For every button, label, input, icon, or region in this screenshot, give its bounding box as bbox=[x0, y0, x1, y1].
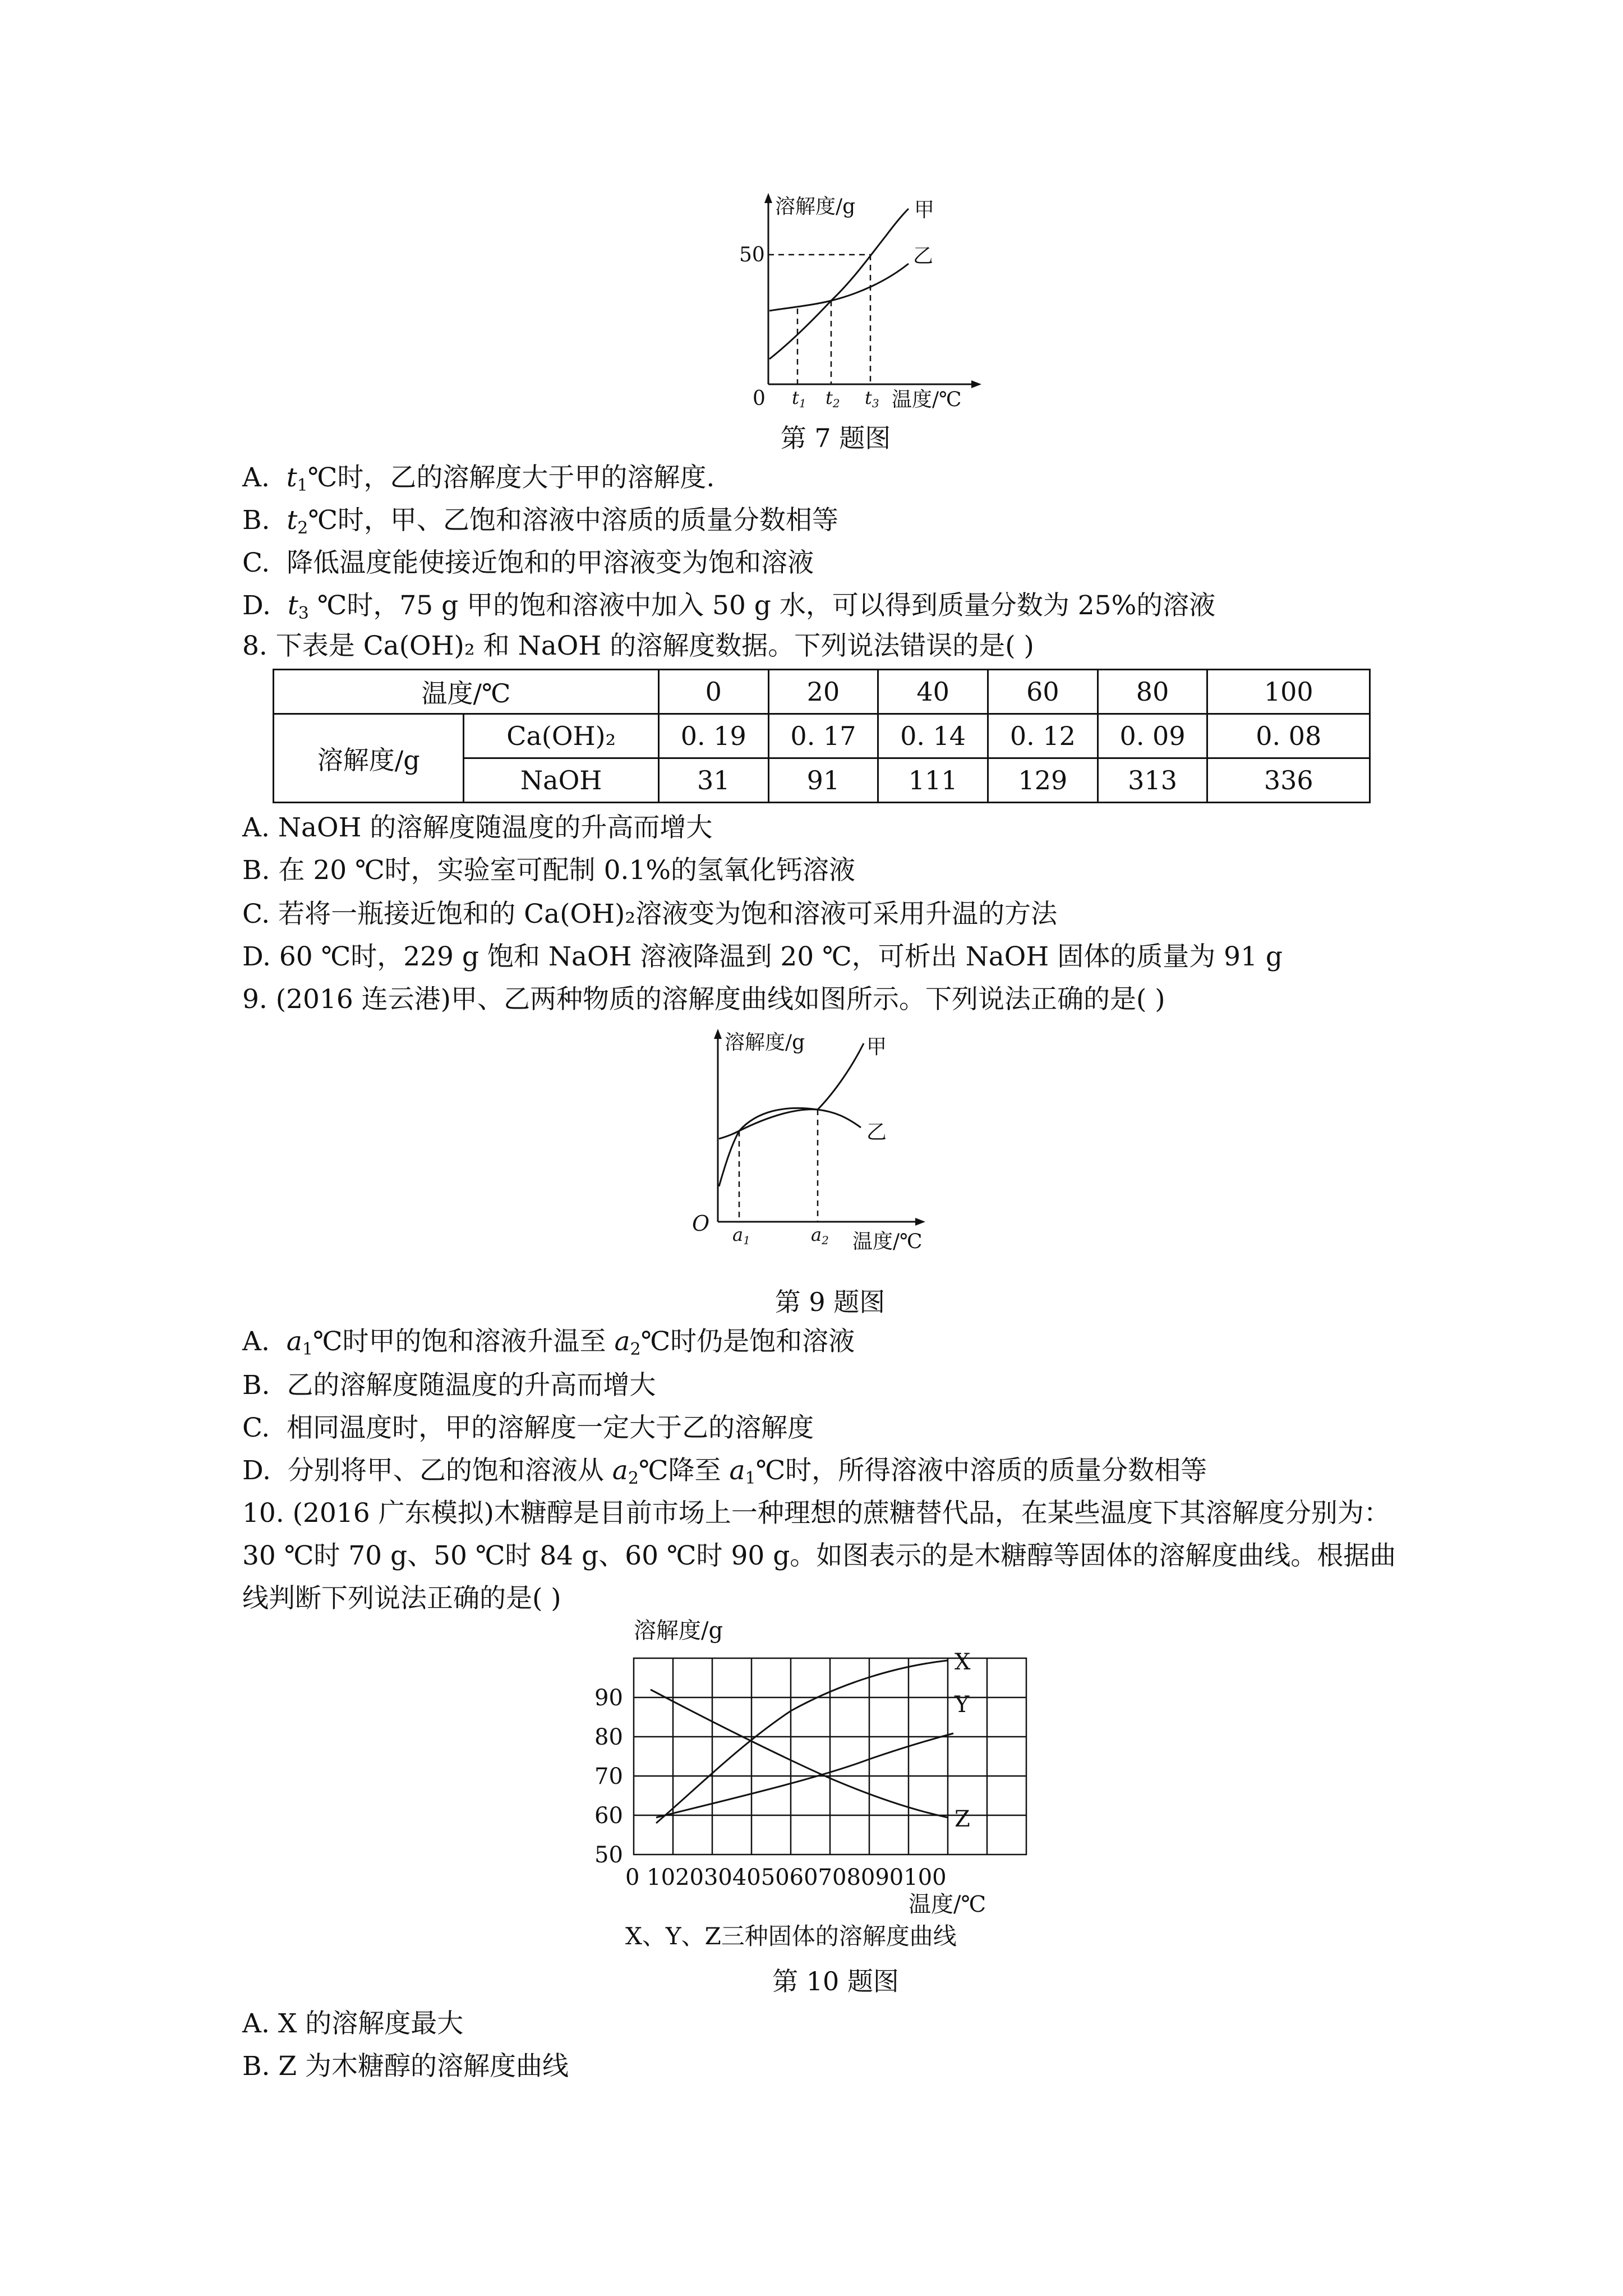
temp-cell: 0 bbox=[658, 670, 768, 714]
temp-cell: 60 bbox=[988, 670, 1098, 714]
value-cell: 0. 17 bbox=[768, 714, 878, 758]
row-solubility-label: 溶解度/g bbox=[274, 714, 464, 803]
value-cell: 0. 14 bbox=[878, 714, 988, 758]
value-cell: 91 bbox=[768, 758, 878, 803]
value-cell: 0. 09 bbox=[1098, 714, 1207, 758]
figure-9-solubility-curve bbox=[673, 1027, 987, 1268]
curve-yi bbox=[719, 1110, 861, 1139]
x-axis-label: 温度/℃ bbox=[892, 388, 962, 411]
temp-cell: 40 bbox=[878, 670, 988, 714]
substance-name: NaOH bbox=[464, 758, 659, 803]
y-tick: 70 bbox=[594, 1764, 623, 1789]
q10-option-b: B. Z 为木糖醇的溶解度曲线 bbox=[242, 2051, 569, 2082]
q8-option-b: B. 在 20 ℃时，实验室可配制 0.1%的氢氧化钙溶液 bbox=[242, 855, 856, 886]
x-tick-t3: t3 bbox=[865, 387, 879, 410]
label-z: Z bbox=[955, 1806, 970, 1832]
q10-option-a: A. X 的溶解度最大 bbox=[242, 2008, 464, 2039]
figure-10-solubility-grid bbox=[594, 1616, 1077, 1969]
x-ticks: 0 102030405060708090100 bbox=[625, 1865, 947, 1890]
value-cell: 336 bbox=[1207, 758, 1370, 803]
label-jia: 甲 bbox=[866, 1036, 887, 1059]
label-x: X bbox=[955, 1649, 971, 1675]
table-row bbox=[274, 714, 1370, 758]
y-axis-label: 溶解度/g bbox=[725, 1031, 805, 1054]
solubility-table bbox=[273, 669, 1371, 803]
x-tick-t1: t1 bbox=[792, 387, 806, 410]
x-tick-a2: a2 bbox=[811, 1224, 829, 1247]
q8-stem: 8. 下表是 Ca(OH)₂ 和 NaOH 的溶解度数据。下列说法错误的是( ) bbox=[242, 631, 1034, 661]
x-axis-label: 温度/℃ bbox=[909, 1892, 986, 1917]
y-tick: 80 bbox=[594, 1724, 623, 1750]
temp-cell: 20 bbox=[768, 670, 878, 714]
x-axis-arrow bbox=[971, 380, 981, 388]
table-row bbox=[274, 670, 1370, 714]
origin-label: 0 bbox=[753, 387, 766, 410]
value-cell: 111 bbox=[878, 758, 988, 803]
q9-option-a: A. $a_1℃$时甲的饱和溶液升温至 $a_2℃$时仍是饱和溶液 bbox=[242, 1326, 855, 1359]
value-cell: 0. 08 bbox=[1207, 714, 1370, 758]
value-cell: 129 bbox=[988, 758, 1098, 803]
temp-cell: 100 bbox=[1207, 670, 1370, 714]
q7-option-b: B. $t_2℃$时，甲、乙饱和溶液中溶质的质量分数相等 bbox=[242, 505, 838, 538]
curve-x bbox=[656, 1660, 948, 1823]
y-tick-50: 50 bbox=[739, 243, 765, 266]
y-axis-arrow bbox=[764, 193, 772, 203]
value-cell: 313 bbox=[1098, 758, 1207, 803]
label-yi: 乙 bbox=[866, 1121, 887, 1144]
temp-cell: 80 bbox=[1098, 670, 1207, 714]
curve-z bbox=[651, 1690, 948, 1818]
figure-9-caption: 第 9 题图 bbox=[774, 1287, 886, 1317]
figure-7-caption: 第 7 题图 bbox=[780, 423, 891, 453]
header-temp-label: 温度/℃ bbox=[274, 670, 659, 714]
figure-7-solubility-curve bbox=[718, 191, 1032, 415]
q10-stem: 10. (2016 广东模拟)木糖醇是目前市场上一种理想的蔗糖替代品，在某些温度下其溶解度分别为：30 ℃时 70 g、50 ℃时 84 g、60 ℃时 90 g。如图表示的是木糖醇等固体的溶解度曲线。根据曲线判断下列说法正确的是( ) bbox=[242, 1498, 1396, 1614]
q8-option-d: D. 60 ℃时，229 g 饱和 NaOH 溶液降温到 20 ℃，可析出 NaOH 固体的质量为 91 g bbox=[242, 941, 1283, 972]
value-cell: 0. 12 bbox=[988, 714, 1098, 758]
x-tick-a1: a1 bbox=[732, 1224, 750, 1247]
q8-option-c: C. 若将一瓶接近饱和的 Ca(OH)₂溶液变为饱和溶液可采用升温的方法 bbox=[242, 899, 1058, 930]
q9-option-c: C. 相同温度时，甲的溶解度一定大于乙的溶解度 bbox=[242, 1412, 814, 1443]
q8-option-a: A. NaOH 的溶解度随温度的升高而增大 bbox=[242, 812, 713, 843]
label-y: Y bbox=[955, 1692, 970, 1718]
y-tick: 90 bbox=[594, 1685, 623, 1711]
value-cell: 31 bbox=[658, 758, 768, 803]
x-tick-t2: t2 bbox=[826, 387, 840, 410]
q7-option-d: D. $t_3$ ℃时，75 g 甲的饱和溶液中加入 50 g 水，可以得到质量分数为 25%的溶液 bbox=[242, 590, 1216, 623]
y-axis-label: 溶解度/g bbox=[634, 1618, 723, 1644]
label-yi: 乙 bbox=[913, 245, 934, 268]
y-axis-label: 溶解度/g bbox=[775, 195, 856, 218]
y-axis-arrow bbox=[714, 1029, 722, 1039]
q7-option-a: A. $t_1℃$时，乙的溶解度大于甲的溶解度. bbox=[242, 462, 715, 495]
y-tick: 50 bbox=[594, 1842, 623, 1868]
curve-jia bbox=[719, 1043, 864, 1186]
y-tick: 60 bbox=[594, 1803, 623, 1829]
q9-stem: 9. (2016 连云港)甲、乙两种物质的溶解度曲线如图所示。下列说法正确的是( ) bbox=[242, 984, 1165, 1015]
x-axis-label: 温度/℃ bbox=[852, 1230, 923, 1253]
q7-option-c: C. 降低温度能使接近饱和的甲溶液变为饱和溶液 bbox=[242, 547, 814, 578]
figure-10-caption: 第 10 题图 bbox=[772, 1966, 899, 1996]
substance-name: Ca(OH)₂ bbox=[464, 714, 659, 758]
curve-yi bbox=[769, 264, 909, 311]
q9-option-b: B. 乙的溶解度随温度的升高而增大 bbox=[242, 1370, 656, 1401]
origin-label: O bbox=[692, 1211, 710, 1236]
curve-jia bbox=[769, 209, 909, 359]
x-axis-arrow bbox=[915, 1218, 925, 1226]
q9-option-d: D. 分别将甲、乙的饱和溶液从 $a_2℃$降至 $a_1℃$时，所得溶液中溶质的质量分数相等 bbox=[242, 1455, 1207, 1488]
value-cell: 0. 19 bbox=[658, 714, 768, 758]
figure-title: X、Y、Z三种固体的溶解度曲线 bbox=[625, 1922, 957, 1950]
label-jia: 甲 bbox=[914, 199, 935, 222]
